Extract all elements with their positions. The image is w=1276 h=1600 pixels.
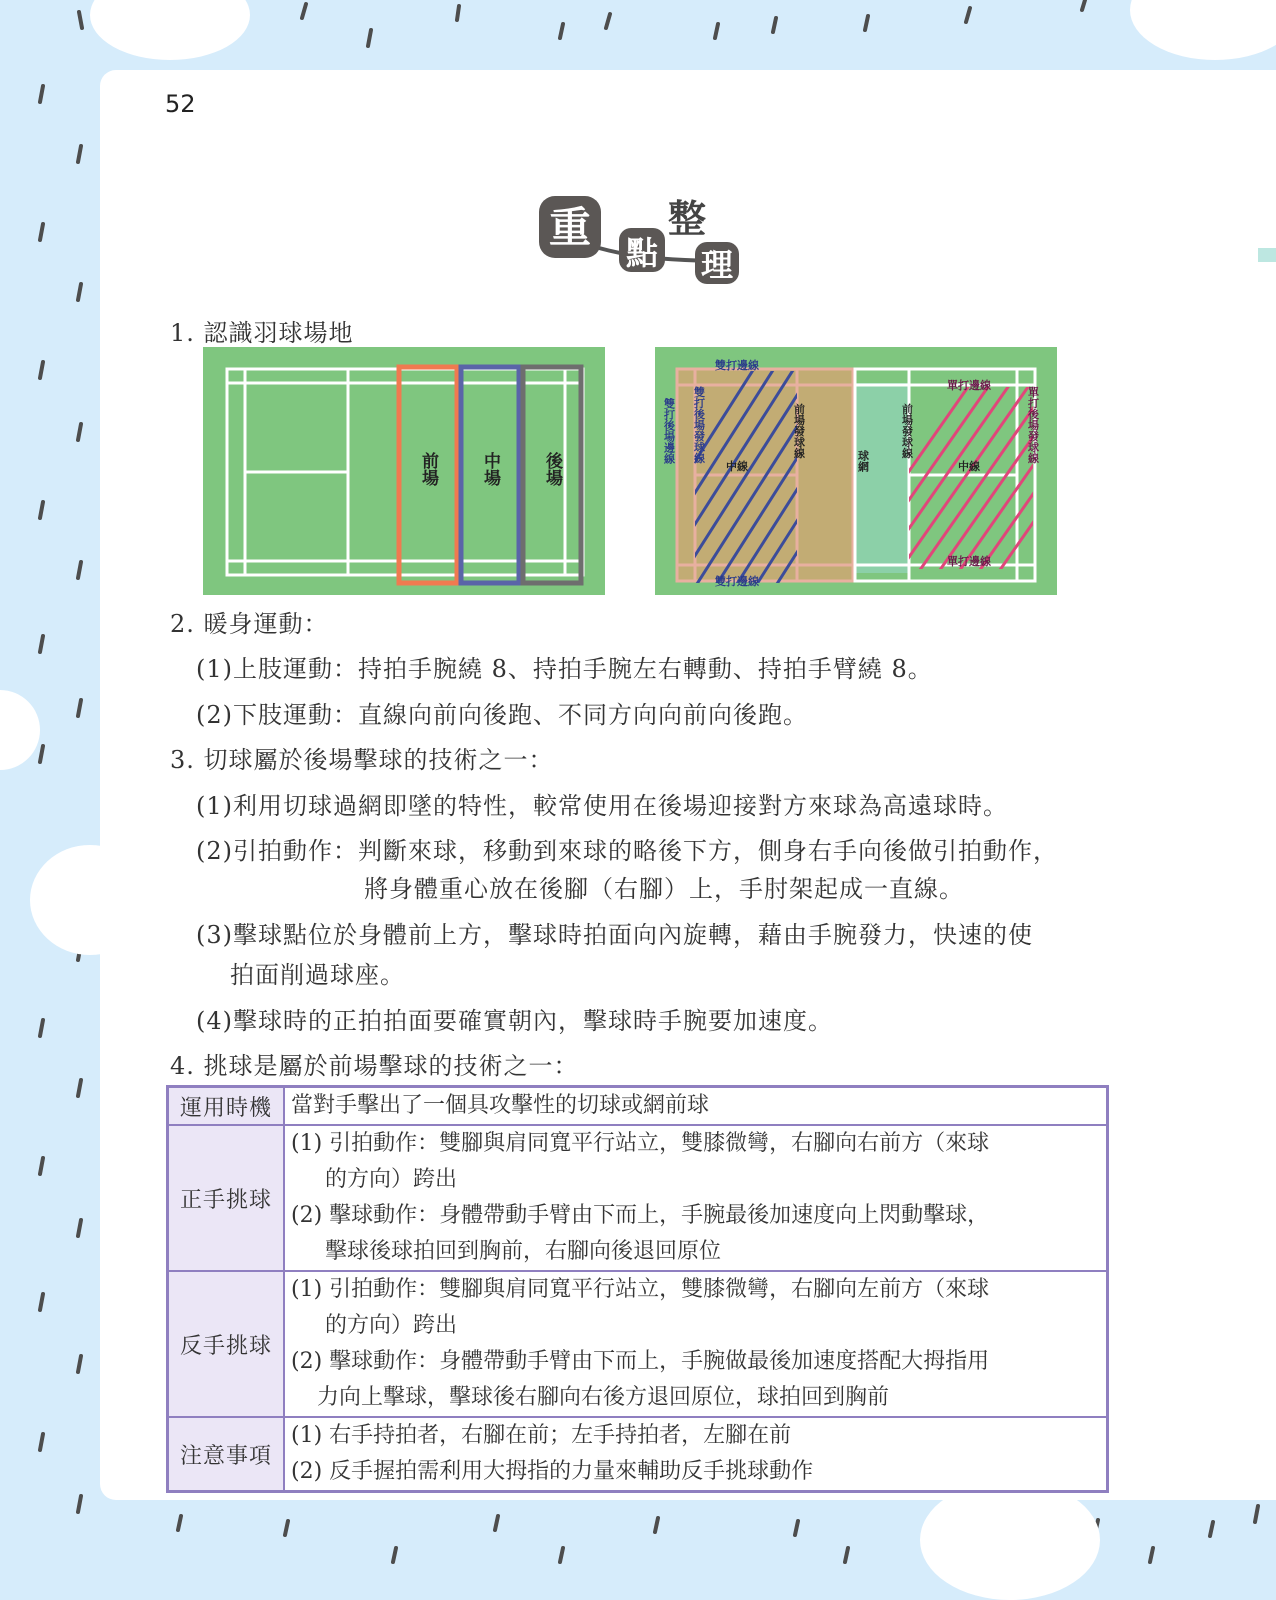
warmup-item: (1)上肢運動：持拍手腕繞 8、持拍手腕左右轉動、持拍手臂繞 8。	[196, 655, 933, 683]
back-court-label-1: 後場	[542, 452, 562, 486]
row-line: (1) 引拍動作：雙腳與肩同寬平行站立，雙膝微彎，右腳向左前方（來球	[291, 1277, 990, 1302]
short-service-line-right: 前場發球線	[900, 403, 914, 459]
doubles-long-service-line: 雙打後場發球線	[692, 386, 706, 464]
row-header: 注意事項	[168, 1417, 285, 1492]
row-line: (1) 右手持拍者，右腳在前；左手持拍者，左腳在前	[291, 1423, 792, 1448]
badge-char-1: 重	[548, 203, 592, 252]
row-line: 擊球後球拍回到胸前，右腳向後退回原位	[325, 1239, 722, 1264]
singles-sideline-bottom: 單打邊線	[947, 555, 991, 568]
drop-shot-item: (2)引拍動作：判斷來球，移動到來球的略後下方，側身右手向後做引拍動作，	[196, 837, 1058, 865]
drop-shot-item-continued: 將身體重心放在後腳（右腳）上，手肘架起成一直線。	[364, 875, 964, 903]
section-3-title: 3. 切球屬於後場擊球的技術之一：	[170, 746, 554, 774]
centre-line-right: 中線	[958, 460, 980, 473]
badge-char-3: 整	[667, 197, 707, 241]
section-2-title: 2. 暖身運動：	[170, 610, 329, 638]
mid-court-label-1: 中場	[480, 452, 500, 486]
row-line: (2) 擊球動作：身體帶動手臂由下而上，手腕最後加速度向上閃動擊球，	[291, 1203, 990, 1228]
front-court-label-1: 前場	[418, 452, 438, 486]
row-line: 力向上擊球，擊球後右腳向右後方退回原位，球拍回到胸前	[317, 1385, 890, 1410]
drop-shot-item: (1)利用切球過網即墜的特性，較常使用在後場迎接對方來球為高遠球時。	[196, 792, 1008, 820]
table-row	[168, 1087, 1108, 1126]
drop-shot-item: (3)擊球點位於身體前上方，擊球時拍面向內旋轉，藉由手腕發力，快速的使	[196, 921, 1033, 949]
section-1-title: 1. 認識羽球場地	[170, 319, 354, 347]
row-line: (2) 反手握拍需利用大拇指的力量來輔助反手挑球動作	[291, 1459, 814, 1484]
row-content	[284, 1125, 1108, 1271]
drop-shot-item: (4)擊球時的正拍拍面要確實朝內，擊球時手腕要加速度。	[196, 1007, 833, 1035]
row-header: 反手挑球	[168, 1271, 285, 1417]
row-line: (1) 引拍動作：雙腳與肩同寬平行站立，雙膝微彎，右腳向右前方（來球	[291, 1131, 990, 1156]
row-header: 正手挑球	[168, 1125, 285, 1271]
row-line: 的方向）跨出	[325, 1167, 458, 1192]
net-label: 球網	[856, 450, 870, 472]
row-line: 當對手擊出了一個具攻擊性的切球或網前球	[291, 1093, 710, 1118]
row-content	[284, 1271, 1108, 1417]
badge-char-4: 理	[700, 246, 734, 284]
drop-shot-item-continued: 拍面削過球座。	[230, 961, 405, 989]
row-header: 運用時機	[168, 1087, 285, 1126]
table-row	[168, 1417, 1108, 1492]
page-number: 52	[165, 90, 196, 118]
centre-line-left: 中線	[726, 460, 748, 473]
section-4-title: 4. 挑球是屬於前場擊球的技術之一：	[170, 1052, 579, 1080]
short-service-line-left: 前場發球線	[792, 403, 806, 459]
singles-backline: 單打後場發球線	[1026, 386, 1040, 464]
doubles-sideline-bottom: 雙打邊線	[715, 575, 759, 588]
side-tab	[1258, 248, 1276, 262]
badge-char-2: 點	[625, 234, 659, 272]
row-content	[284, 1417, 1108, 1492]
court-zones-diagram	[203, 347, 605, 595]
doubles-sideline-top: 雙打邊線	[715, 359, 759, 372]
singles-sideline-top: 單打邊線	[947, 379, 991, 392]
row-line: 的方向）跨出	[325, 1313, 458, 1338]
row-content	[284, 1087, 1108, 1126]
lift-shot-table	[166, 1085, 1109, 1493]
table-row	[168, 1125, 1108, 1271]
warmup-item: (2)下肢運動：直線向前向後跑、不同方向向前向後跑。	[196, 701, 808, 729]
key-points-badge	[535, 190, 745, 290]
doubles-backline: 雙打後場邊線	[662, 398, 676, 464]
row-line: (2) 擊球動作：身體帶動手臂由下而上，手腕做最後加速度搭配大拇指用	[291, 1349, 990, 1374]
court-lines-diagram	[655, 347, 1057, 595]
table-row	[168, 1271, 1108, 1417]
